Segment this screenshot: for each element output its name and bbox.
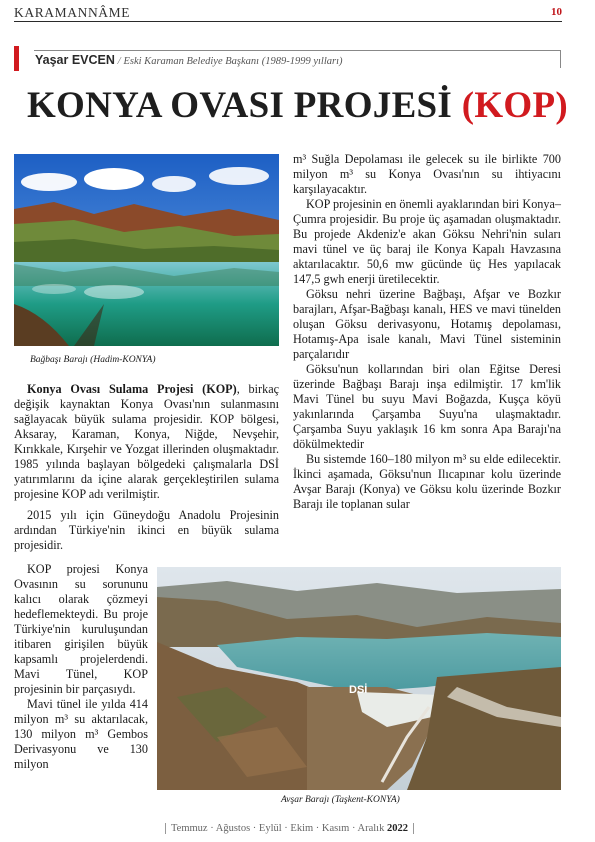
footer-year: 2022 — [386, 823, 408, 834]
author-name: Yaşar EVCEN — [35, 53, 115, 67]
page-number: 10 — [551, 6, 562, 18]
magazine-name: KARAMANNÂME — [14, 5, 131, 20]
paragraph-second-stage: Bu sistemde 160–180 milyon m³ su elde edilecektir. İkinci aşamada, Göksu'nun Ilıcapınar kolu üzerinde Avşar Barajı (Konya) ve Göksu kolu üzerinde Bozkır Barajı ile toplanan sular — [293, 452, 561, 511]
article-title — [0, 84, 595, 127]
figure-caption-2: Avşar Barajı (Taşkent-KONYA) — [281, 795, 400, 805]
intro-text: , birkaç değişik kaynaktan Konya Ovası'nın sulanmasını sağlayacak büyük sulama projesidir. KOP bölgesi, Aksaray, Karaman, Konya, Niğde, Nevşehir, Kırıkkale, Kırşehir ve Yozgat illerinden oluşmaktadır. 1985 yılında başlayan bölgedeki çalışmalarla DSİ yatırımlarını da içine alarak gerçekleştirilen sulama projesine KOP adı verilmiştir. — [14, 382, 280, 501]
paragraph-gap-rank: 2015 yılı için Güneydoğu Anadolu Projesinin ardından Türkiye'nin ikinci en büyük sulama projesidir. — [14, 508, 279, 552]
paragraph-goal: KOP projesi Konya Ovasının su sorununu kalıcı olarak çözmeyi hedeflemekteydi. Bu proje Türkiye'nin kuruluşundan itibaren girişilen büyük kapsamlı projelerdendi. Mavi Tünel, KOP projesinin bir parçasıydı. — [14, 562, 148, 696]
paragraph-tunnel: Mavi tünel ile yılda 414 milyon m³ su aktarılacak, 130 milyon m³ Gembos Derivasyonu ve 130 milyon — [14, 697, 148, 771]
avsar-dam-photo — [157, 567, 561, 790]
author-accent-bar — [14, 46, 19, 71]
figure-caption-1: Bağbaşı Barajı (Hadim-KONYA) — [30, 355, 156, 365]
paragraph-goksu-system: Göksu nehri üzerine Bağbaşı, Afşar ve Bozkır barajları, Afşar-Bağbaşı kanalı, HES ve mavi tünelden oluşan Göksu derivasyonu, Hotamış depolaması, Hotamış-Apa isale kanalı, Mavi Tünel sisteminin parçalarıdır — [293, 287, 561, 361]
footer-months: Temmuz · Ağustos · Eylül · Ekim · Kasım · Aralık — [171, 823, 385, 834]
title-main: KONYA OVASI PROJESİ — [26, 85, 453, 126]
author-role: Eski Karaman Belediye Başkanı (1989-1999 yılları) — [123, 56, 343, 67]
paragraph-intro — [14, 382, 279, 502]
author-byline — [35, 53, 342, 67]
paragraph-sugla: m³ Suğla Depolaması ile gelecek su ile birlikte 700 milyon m³ su Konya Ovası'nın su ihtiyacını karşılayacaktır. — [293, 152, 561, 196]
paragraph-konya-cumra: KOP projesinin en önemli ayaklarından biri Konya–Çumra projesidir. Bu proje üç aşamadan oluşmaktadır. Bu projede Akdeniz'e akan Göksu Nehri'nin suları mavi tünel ve üç baraj ile Konya Kapalı Havzasına aktarılacaktır. 50,6 mw gücünde üç Hes yapılacak 147,5 gwh enerji üretilecektir. — [293, 197, 561, 286]
bagbasi-dam-photo — [14, 154, 279, 346]
byline-separator: / — [117, 55, 121, 67]
left-column-bottom — [14, 562, 148, 772]
kop-term: Konya Ovası Sulama Projesi (KOP) — [27, 382, 237, 396]
paragraph-bagbasi: Göksu'nun kollarından biri olan Eğitse Deresi üzerinde Bağbaşı Barajı inşa edilmiştir. 17 km'lik Mavi Tünel bu suyu Mavi Boğazda, Kuşça köyü yakınlarında Çarşamba Suyu'na ulaşmaktadır. Çarşamba Suyu yaklaşık 16 km sonra Apa Barajı'na dökülmektedir — [293, 362, 561, 451]
title-abbr: (KOP) — [461, 85, 569, 126]
left-column-top — [14, 382, 279, 553]
right-column — [293, 152, 561, 512]
dsi-watermark: DSİ — [349, 684, 368, 696]
issue-footer — [165, 823, 414, 834]
running-head — [14, 4, 562, 22]
